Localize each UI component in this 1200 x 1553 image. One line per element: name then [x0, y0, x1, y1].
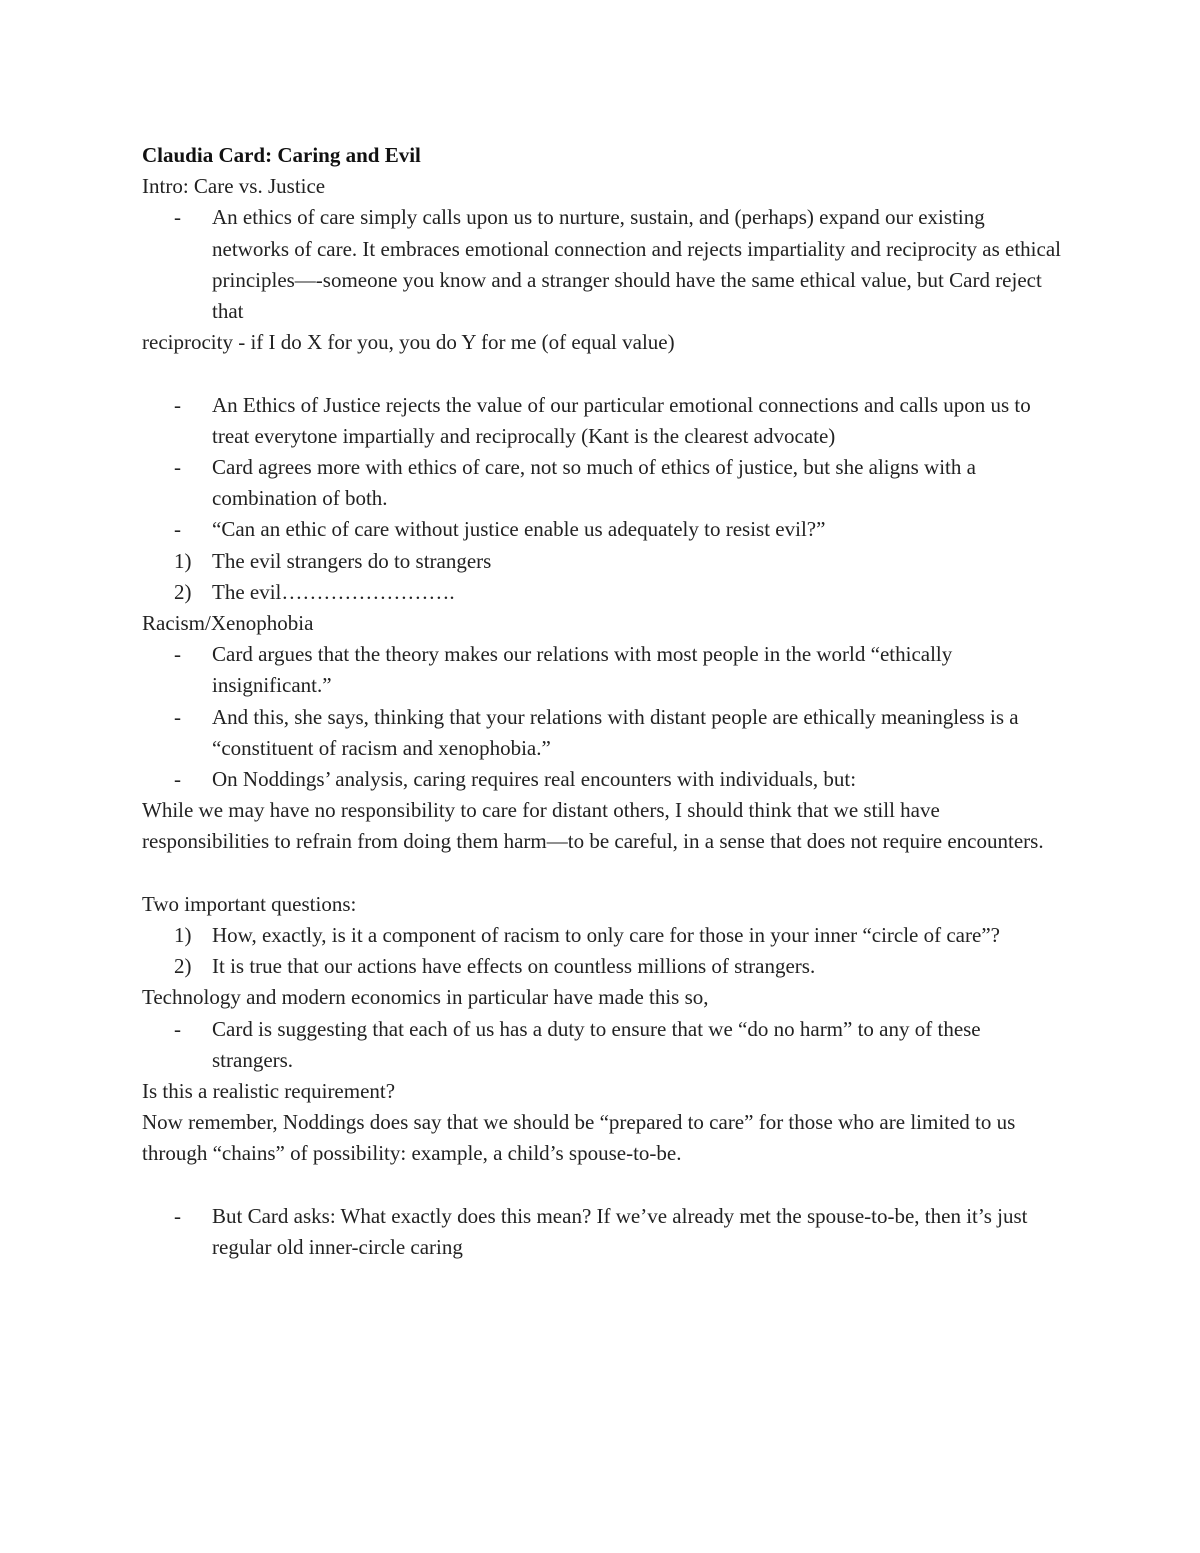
- list-item-text: Card agrees more with ethics of care, not so much of ethics of justice, but she aligns with a combination of both.: [212, 455, 976, 511]
- document-title: Claudia Card: Caring and Evil: [142, 143, 421, 167]
- blank-line: [142, 858, 1062, 889]
- list-item-text: The evil strangers do to strangers: [212, 548, 492, 573]
- list-item-text: Card is suggesting that each of us has a duty to ensure that we “do no harm” to any of these strangers.: [212, 1016, 981, 1072]
- number-marker: 2): [174, 954, 192, 979]
- justice-bullet-list: [142, 390, 1062, 546]
- questions-heading: Two important questions:: [142, 891, 357, 916]
- list-item: [142, 764, 1062, 795]
- final-bullet-list: [142, 1201, 1062, 1263]
- list-item: [142, 577, 1062, 608]
- list-item: [142, 1014, 1062, 1076]
- list-item: [142, 202, 1062, 327]
- list-item-text: But Card asks: What exactly does this mean? If we’ve already met the spouse-to-be, then it’s just regular old inner-circle caring: [212, 1203, 1028, 1260]
- technology-line: Technology and modern economics in particular have made this so,: [142, 985, 709, 1010]
- realistic-question: Is this a realistic requirement?: [142, 1079, 396, 1104]
- list-item: [142, 546, 1062, 577]
- list-item-text: The evil…………………….: [212, 579, 455, 604]
- bullet-marker: -: [174, 1203, 181, 1228]
- number-marker: 1): [174, 923, 192, 948]
- blank-line: [142, 1170, 1062, 1201]
- list-item-text: An Ethics of Justice rejects the value of our particular emotional connections and calls upon us to treat everytone impartially and reciprocally (Kant is the clearest advocate): [212, 392, 1031, 448]
- list-item: [142, 452, 1062, 514]
- list-item: [142, 1201, 1062, 1263]
- list-item-text: “Can an ethic of care without justice enable us adequately to resist evil?”: [212, 517, 826, 542]
- list-item: [142, 702, 1062, 764]
- questions-numbered-list: [142, 920, 1062, 982]
- evil-numbered-list: [142, 546, 1062, 608]
- list-item: [142, 639, 1062, 701]
- list-item-text: And this, she says, thinking that your relations with distant people are ethically meaningless is a “constituent of racism and xenophobia.”: [212, 704, 1019, 760]
- bullet-marker: -: [174, 642, 181, 667]
- racism-heading: Racism/Xenophobia: [142, 611, 314, 636]
- bullet-marker: -: [174, 455, 181, 480]
- document-body: [142, 140, 1062, 1263]
- list-item-text: How, exactly, is it a component of racism to only care for those in your inner “circle of care”?: [212, 923, 1000, 948]
- bullet-marker: -: [174, 205, 181, 230]
- list-item-text: It is true that our actions have effects on countless millions of strangers.: [212, 954, 816, 979]
- list-item-text: Card argues that the theory makes our relations with most people in the world “ethically insignificant.”: [212, 642, 953, 698]
- bullet-marker: -: [174, 1016, 181, 1041]
- quote-paragraph: While we may have no responsibility to care for distant others, I should think that we still have responsibilities to refrain from doing them harm—to be careful, in a sense that does not require encounters.: [142, 798, 1044, 854]
- bullet-marker: -: [174, 392, 181, 417]
- bullet-marker: -: [174, 517, 181, 542]
- list-item-text: An ethics of care simply calls upon us to nurture, sustain, and (perhaps) expand our existing networks of care. It embraces emotional connection and rejects impartiality and reciprocity as ethical principles—-someone you know and a stranger should have the same ethical value, but Card reject that: [212, 205, 1061, 324]
- list-item-text: On Noddings’ analysis, caring requires real encounters with individuals, but:: [212, 767, 857, 792]
- technology-bullet-list: [142, 1014, 1062, 1076]
- blank-line: [142, 358, 1062, 389]
- list-item: [142, 951, 1062, 982]
- intro-heading: Intro: Care vs. Justice: [142, 174, 326, 199]
- intro-bullet-list: [142, 202, 1062, 327]
- list-item: [142, 390, 1062, 452]
- number-marker: 1): [174, 548, 192, 573]
- bullet-marker: -: [174, 767, 181, 792]
- list-item: [142, 920, 1062, 951]
- bullet-marker: -: [174, 704, 181, 729]
- list-item: [142, 514, 1062, 545]
- number-marker: 2): [174, 579, 192, 604]
- noddings-paragraph: Now remember, Noddings does say that we should be “prepared to care” for those who are limited to us through “chains” of possibility: example, a child’s spouse-to-be.: [142, 1110, 1016, 1166]
- racism-bullet-list: [142, 639, 1062, 795]
- reciprocity-definition: reciprocity - if I do X for you, you do Y for me (of equal value): [142, 330, 675, 355]
